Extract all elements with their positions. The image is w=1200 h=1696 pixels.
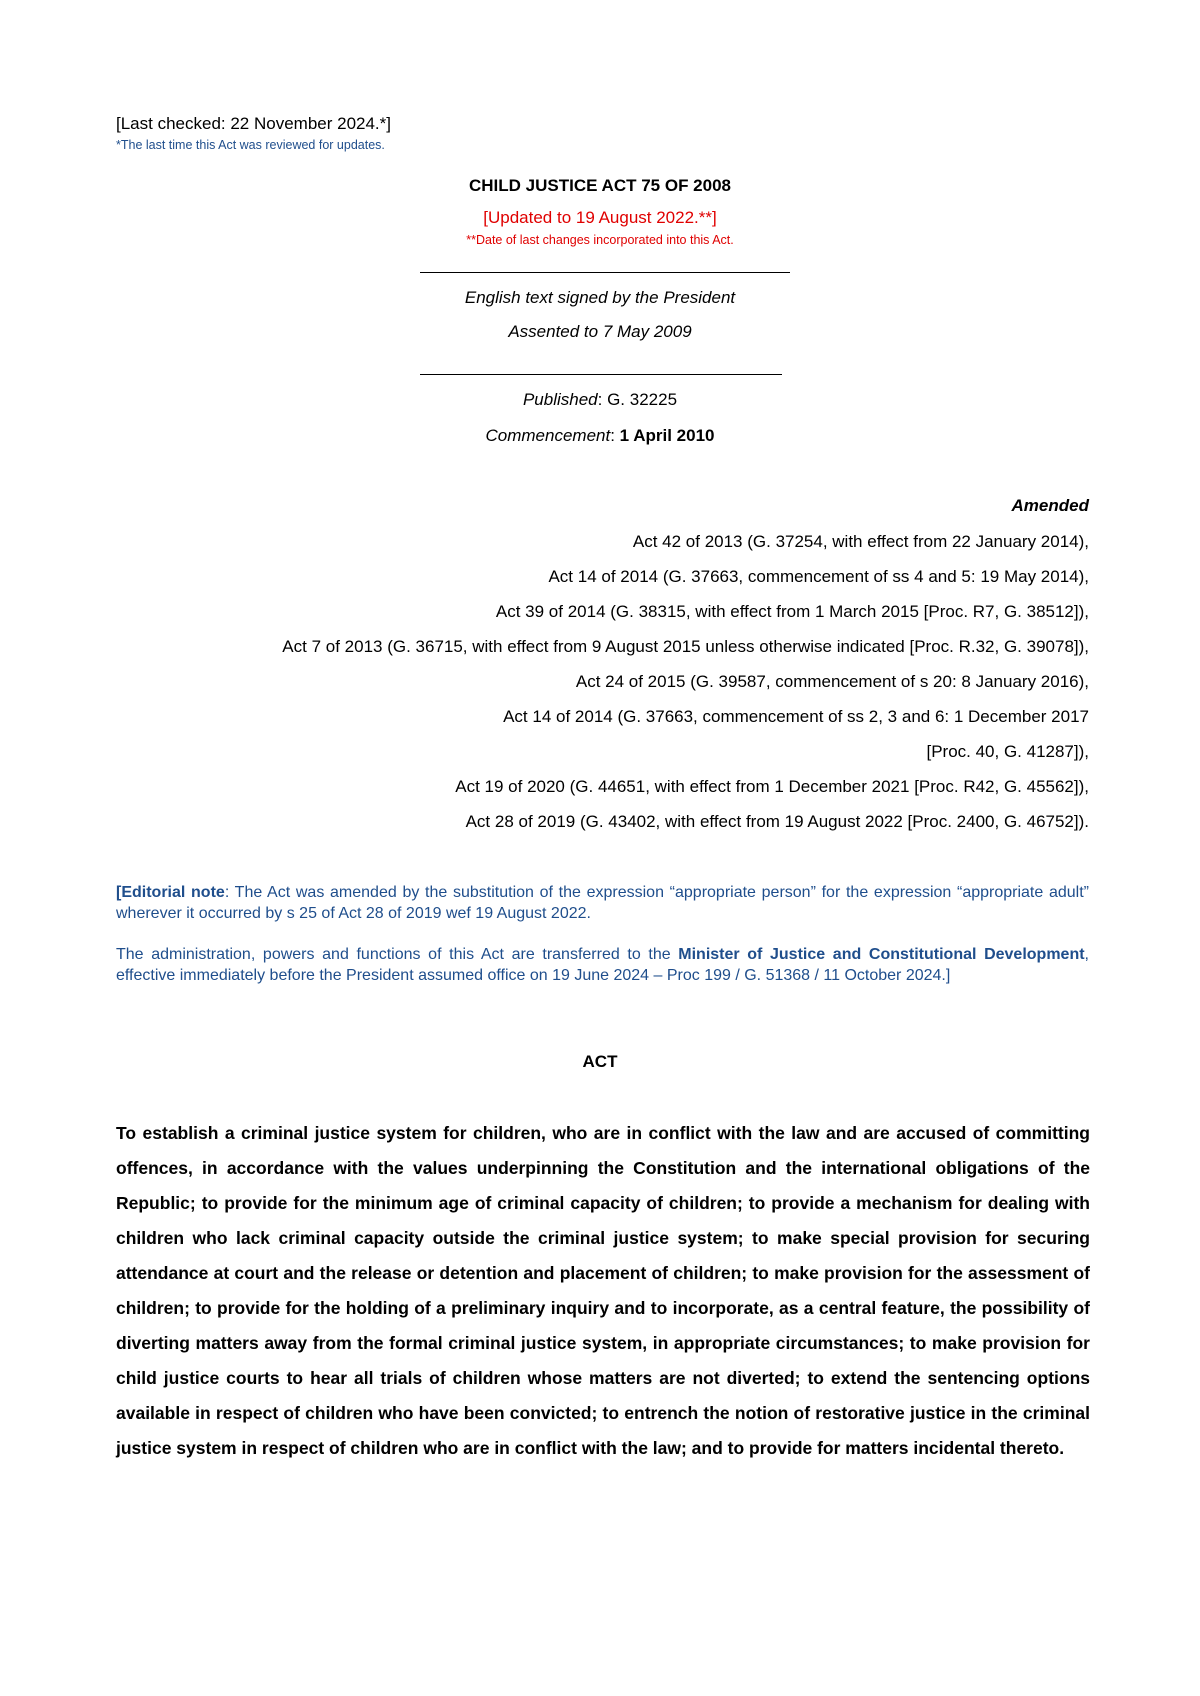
published (0, 390, 1200, 410)
amendment-list (89, 524, 1089, 839)
divider-bottom (420, 374, 782, 375)
editorial-note (116, 882, 1089, 924)
published-value: : G. 32225 (597, 390, 678, 409)
commencement-sep: : (610, 426, 620, 445)
assented-date: Assented to 7 May 2009 (508, 322, 692, 341)
signed-by: English text signed by the President (464, 288, 736, 307)
transfer-text-before: The administration, powers and functions of this Act are transferred to the (116, 946, 679, 963)
editorial-note-label: [Editorial note (116, 884, 225, 901)
divider-top (420, 272, 790, 273)
amendment-line: Act 7 of 2013 (G. 36715, with effect from 9 August 2015 unless otherwise indicated [Proc. R.32, G. 39078]), (282, 637, 1089, 656)
long-title: To establish a criminal justice system for children, who are in conflict with the law and are accused of committing offences, in accordance with the values underpinning the Constitution and the international obligations of the Republic; to provide for the minimum age of criminal capacity of children; to provide a mechanism for dealing with children who lack criminal capacity outside the criminal justice system; to make special provision for securing attendance at court and the release or detention and placement of children; to make provision for the assessment of children; to provide for the holding of a preliminary inquiry and to incorporate, as a central feature, the possibility of diverting matters away from the formal criminal justice system, in appropriate circumstances; to make provision for child justice courts to hear all trials of children whose matters are not diverted; to extend the sentencing options available in respect of children who have been convicted; to entrench the notion of restorative justice in the criminal justice system in respect of children who are in conflict with the law; and to provide for matters incidental thereto. (116, 1123, 1090, 1458)
published-label: Published (522, 390, 598, 409)
amendment-line: Act 24 of 2015 (G. 39587, commencement of s 20: 8 January 2016), (575, 672, 1089, 691)
amendment-line: Act 28 of 2019 (G. 43402, with effect from 19 August 2022 [Proc. 2400, G. 46752]). (465, 812, 1089, 831)
amendment-line: Act 42 of 2013 (G. 37254, with effect from 22 January 2014), (632, 532, 1089, 551)
commencement (0, 426, 1200, 446)
last-checked: [Last checked: 22 November 2024.*] (116, 114, 391, 133)
editorial-note-text: : The Act was amended by the substitution of the expression “appropriate person” for the expression “appropriate adult” wherever it occurred by s 25 of Act 28 of 2019 wef 19 August 2022. (116, 884, 1089, 922)
amendment-line: [Proc. 40, G. 41287]), (926, 742, 1089, 761)
updated-to: [Updated to 19 August 2022.**] (483, 208, 717, 227)
amendment-line: Act 39 of 2014 (G. 38315, with effect from 1 March 2015 [Proc. R7, G. 38512]), (495, 602, 1089, 621)
act-title: CHILD JUSTICE ACT 75 OF 2008 (469, 176, 731, 195)
transfer-note (116, 944, 1089, 986)
amendment-line: Act 19 of 2020 (G. 44651, with effect from 1 December 2021 [Proc. R42, G. 45562]), (455, 777, 1089, 796)
updated-note: **Date of last changes incorporated into this Act. (466, 233, 734, 247)
amendment-line: Act 14 of 2014 (G. 37663, commencement of ss 4 and 5: 19 May 2014), (548, 567, 1089, 586)
commencement-value: 1 April 2010 (619, 426, 715, 445)
amendment-line: Act 14 of 2014 (G. 37663, commencement of ss 2, 3 and 6: 1 December 2017 (503, 707, 1089, 726)
amended-heading: Amended (1011, 496, 1089, 515)
last-checked-note: *The last time this Act was reviewed for updates. (116, 138, 385, 152)
commencement-label: Commencement (485, 426, 611, 445)
transfer-minister: Minister of Justice and Constitutional Development (678, 946, 1085, 963)
transfer-text-after: , effective immediately before the President assumed office on 19 June 2024 – Proc 199 / G. 51368 / 11 October 2024.] (116, 946, 1089, 984)
act-heading: ACT (582, 1052, 618, 1071)
